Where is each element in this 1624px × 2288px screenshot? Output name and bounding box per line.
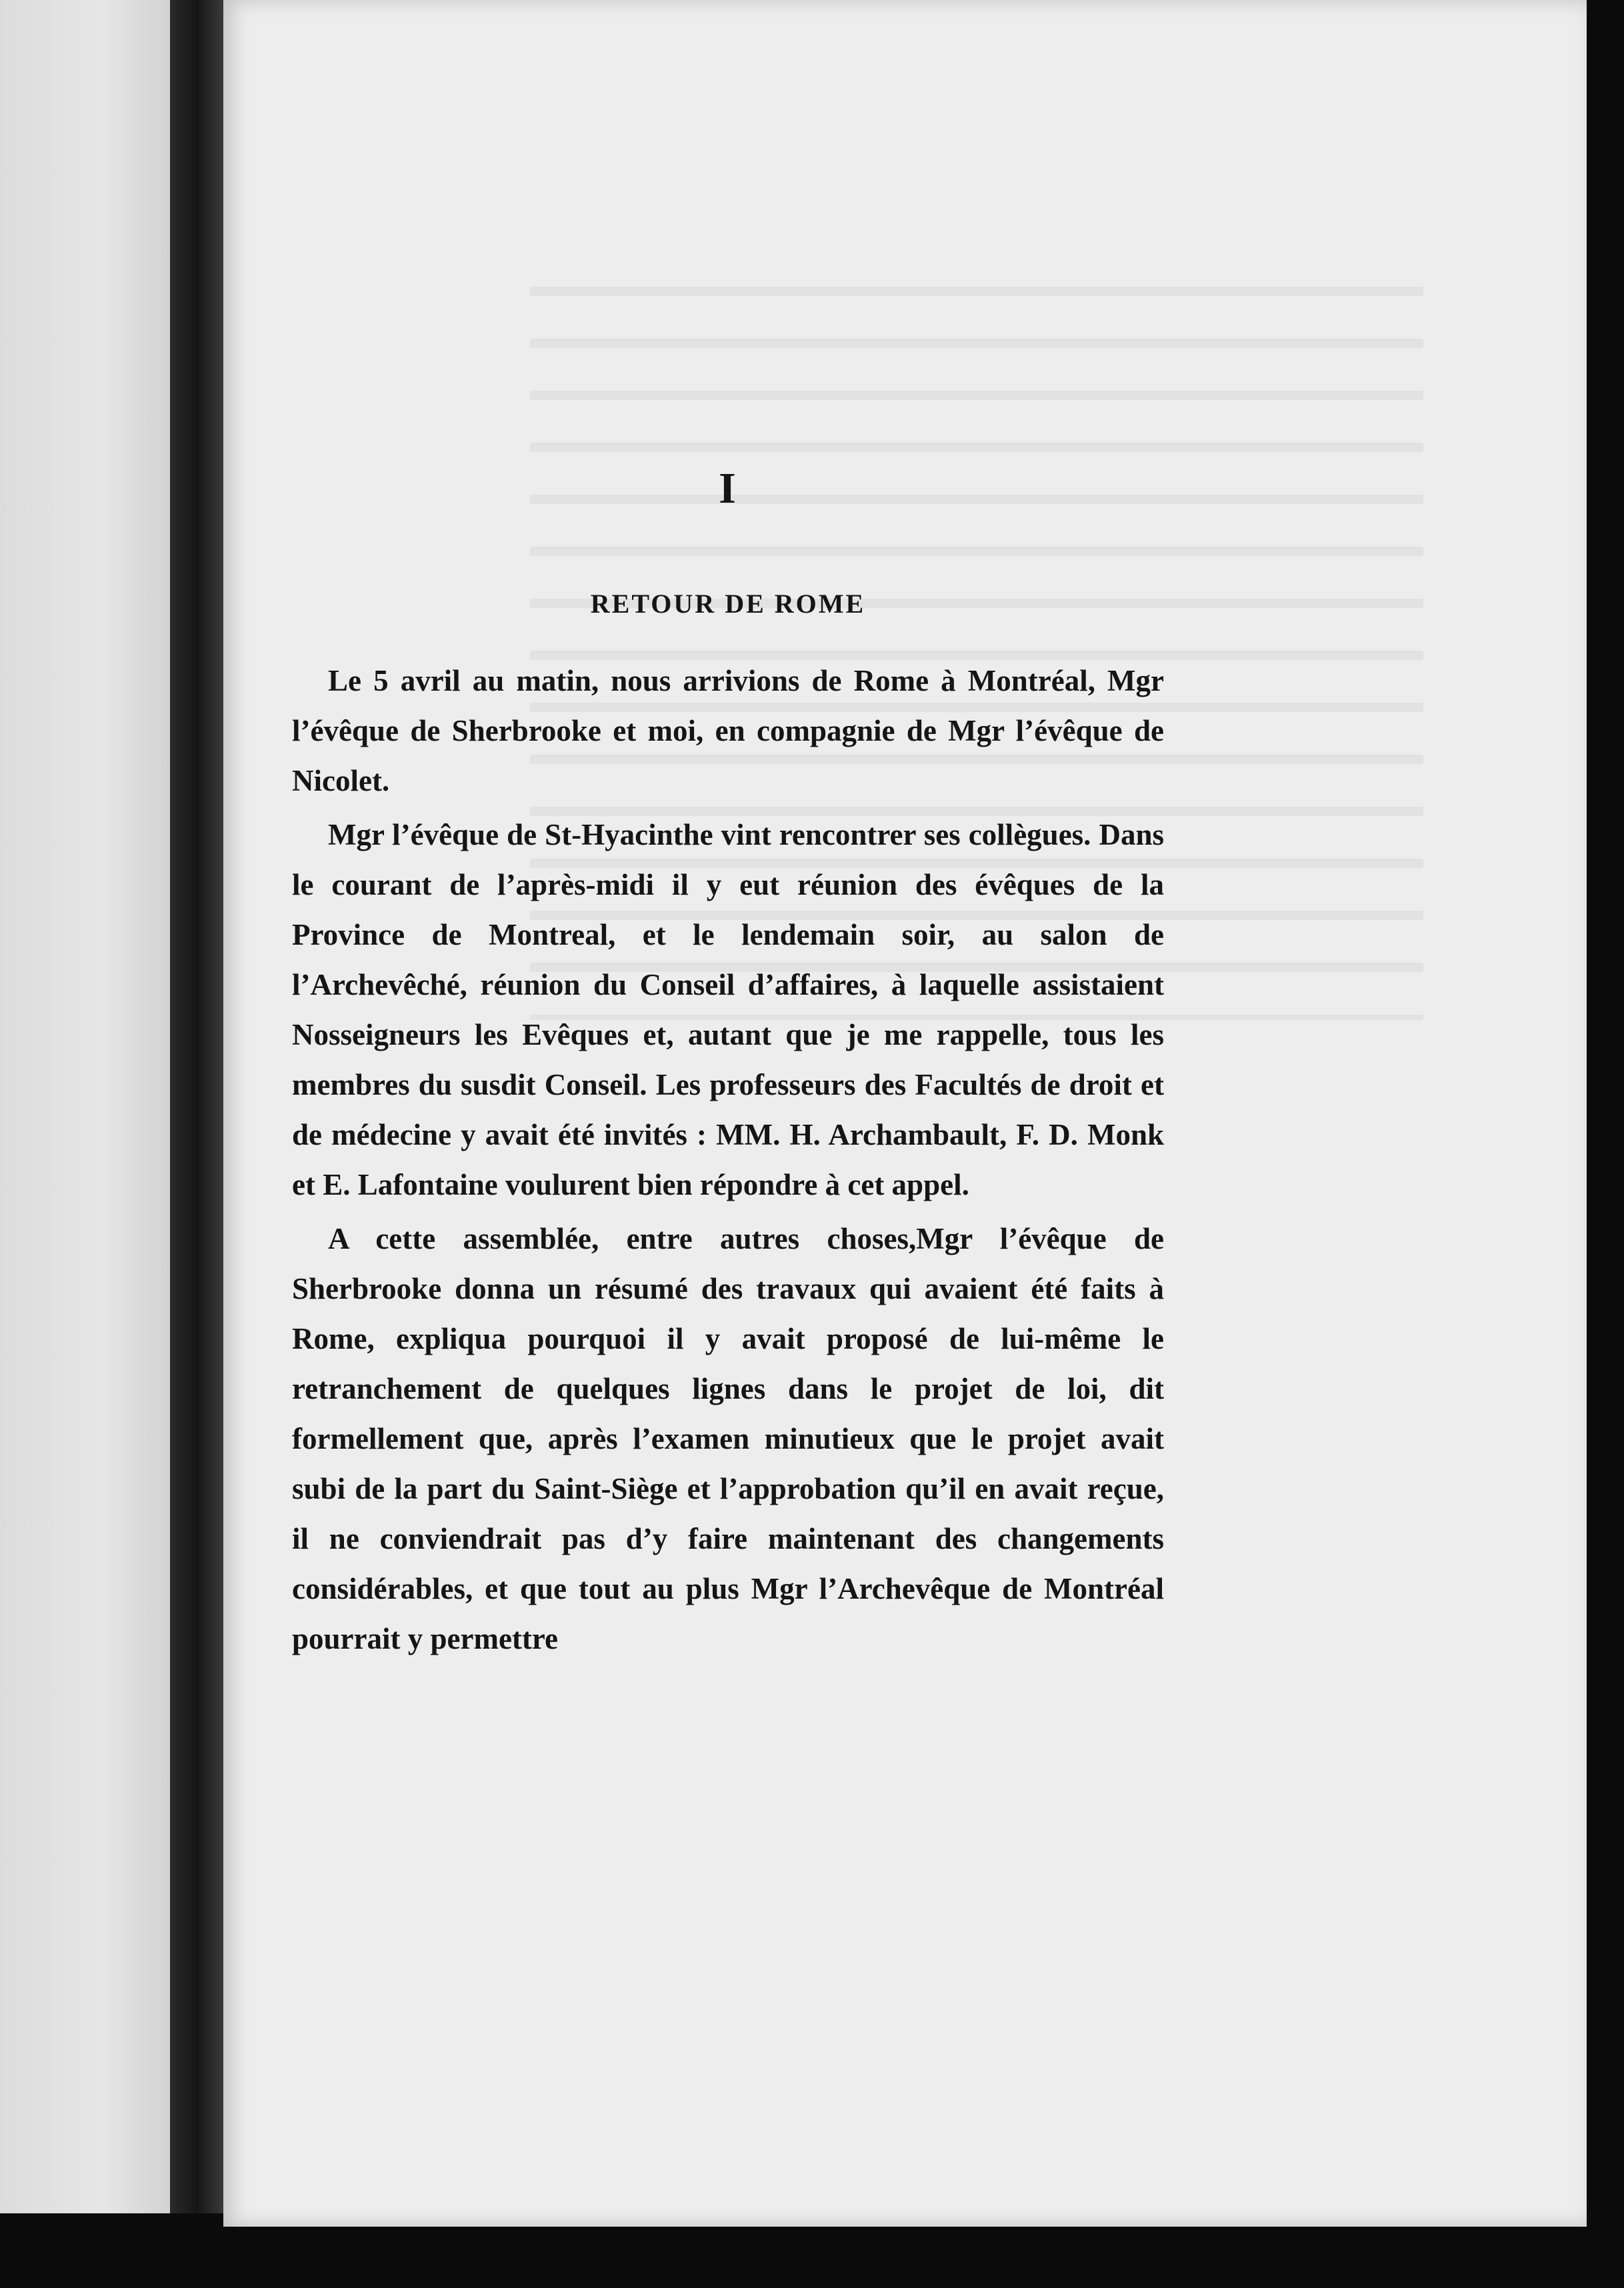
paragraph-3: A cette assemblée, entre autres choses,Mgr l’évêque de Sherbrooke donna un résumé des travaux qui avaient été faits à Rome, expliqua pourquoi il y avait proposé de lui-même le retranchement de quelques lignes dans le projet de loi, dit formellement que, après l’examen minutieux que le projet avait subi de la part du Saint-Siège et l’approbation qu’il en avait reçue, il ne conviendrait pas d’y faire maintenant des changements considérables, et que tout au plus Mgr l’Archevêque de Montréal pourrait y permettre <box>292 1222 1164 1655</box>
paragraph-2: Mgr l’évêque de St-Hyacinthe vint rencontrer ses collègues. Dans le courant de l’après-midi il y eut réunion des évêques de la Province de Montreal, et le lendemain soir, au salon de l’Archevêché, réunion du Conseil d’affaires, à laquelle assistaient Nosseigneurs les Evêques et, autant que je me rappelle, tous les membres du susdit Conseil. Les professeurs des Facultés de droit et de médecine y avait été invités : MM. H. Archambault, F. D. Monk et E. Lafontaine voulurent bien répondre à cet appel. <box>292 818 1164 1201</box>
chapter-number: I <box>719 464 737 513</box>
previous-page-edge <box>0 0 170 2213</box>
paragraph-1: Le 5 avril au matin, nous arrivions de Rome à Montréal, Mgr l’évêque de Sherbrooke et moi, en compagnie de Mgr l’évêque de Nicolet. <box>292 664 1164 797</box>
chapter-title: RETOUR DE ROME <box>590 589 866 619</box>
page-text-block <box>292 464 1164 1668</box>
book-binding-shadow <box>170 0 223 2213</box>
scan-border <box>1587 0 1624 2288</box>
